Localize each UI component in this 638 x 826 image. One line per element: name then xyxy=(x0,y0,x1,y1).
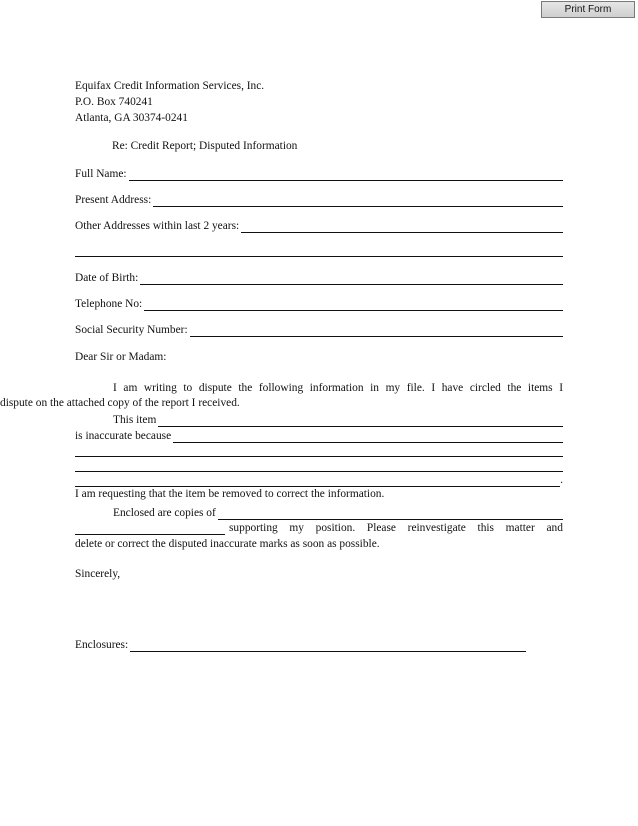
word: my xyxy=(289,522,304,534)
other-addresses-field-line2[interactable] xyxy=(75,256,563,257)
para1-line2: dispute on the attached copy of the report I received. xyxy=(0,397,240,409)
word: and xyxy=(546,522,563,534)
other-addresses-label: Other Addresses within last 2 years: xyxy=(75,220,240,232)
enclosed-field-line2[interactable] xyxy=(75,523,225,535)
salutation: Dear Sir or Madam: xyxy=(75,351,167,363)
supporting-row xyxy=(75,521,563,535)
inaccurate-because-label: is inaccurate because xyxy=(75,430,172,442)
dob-label: Date of Birth: xyxy=(75,272,139,284)
telephone-label: Telephone No: xyxy=(75,298,143,310)
enclosed-row xyxy=(75,506,563,520)
enclosed-field[interactable] xyxy=(218,508,563,520)
this-item-label: This item xyxy=(113,414,157,426)
this-item-field[interactable] xyxy=(158,415,563,427)
telephone-field[interactable] xyxy=(144,299,563,311)
other-addresses-row xyxy=(75,219,563,233)
inaccurate-because-line2[interactable] xyxy=(75,456,563,457)
ssn-field[interactable] xyxy=(190,325,563,337)
dob-field[interactable] xyxy=(140,273,563,285)
requesting-line: I am requesting that the item be removed to correct the information. xyxy=(75,488,385,500)
delete-line: delete or correct the disputed inaccurate marks as soon as possible. xyxy=(75,538,380,550)
para1-line1: I am writing to dispute the following information in my file. I have circled the items I xyxy=(113,382,563,394)
present-address-label: Present Address: xyxy=(75,194,152,206)
inaccurate-because-row xyxy=(75,429,563,443)
full-name-row xyxy=(75,167,563,181)
supporting-text xyxy=(229,521,563,535)
inaccurate-because-line4[interactable] xyxy=(75,475,560,487)
enclosures-row xyxy=(75,638,526,652)
re-line: Re: Credit Report; Disputed Information xyxy=(112,140,298,152)
word: Please xyxy=(366,522,396,534)
ssn-row xyxy=(75,323,563,337)
inaccurate-because-field[interactable] xyxy=(173,431,563,443)
full-name-label: Full Name: xyxy=(75,168,127,180)
inaccurate-because-line4-row xyxy=(75,473,563,487)
inaccurate-because-line3[interactable] xyxy=(75,471,563,472)
word: supporting xyxy=(229,522,278,534)
other-addresses-field[interactable] xyxy=(241,221,563,233)
full-name-field[interactable] xyxy=(129,169,563,181)
ssn-label: Social Security Number: xyxy=(75,324,188,336)
recipient-city: Atlanta, GA 30374-0241 xyxy=(75,112,188,124)
period-mark: . xyxy=(560,474,563,486)
print-form-button[interactable]: Print Form xyxy=(541,1,635,18)
enclosures-field[interactable] xyxy=(130,640,526,652)
word: this xyxy=(477,522,494,534)
present-address-row xyxy=(75,193,563,207)
this-item-row xyxy=(75,413,563,427)
recipient-name: Equifax Credit Information Services, Inc. xyxy=(75,80,265,92)
word: matter xyxy=(505,522,535,534)
enclosed-label: Enclosed are copies of xyxy=(113,507,216,519)
word: position. xyxy=(315,522,356,534)
enclosures-label: Enclosures: xyxy=(75,639,129,651)
closing: Sincerely, xyxy=(75,568,121,580)
word: reinvestigate xyxy=(407,522,466,534)
telephone-row xyxy=(75,297,563,311)
dob-row xyxy=(75,271,563,285)
recipient-po-box: P.O. Box 740241 xyxy=(75,96,153,108)
present-address-field[interactable] xyxy=(153,195,563,207)
